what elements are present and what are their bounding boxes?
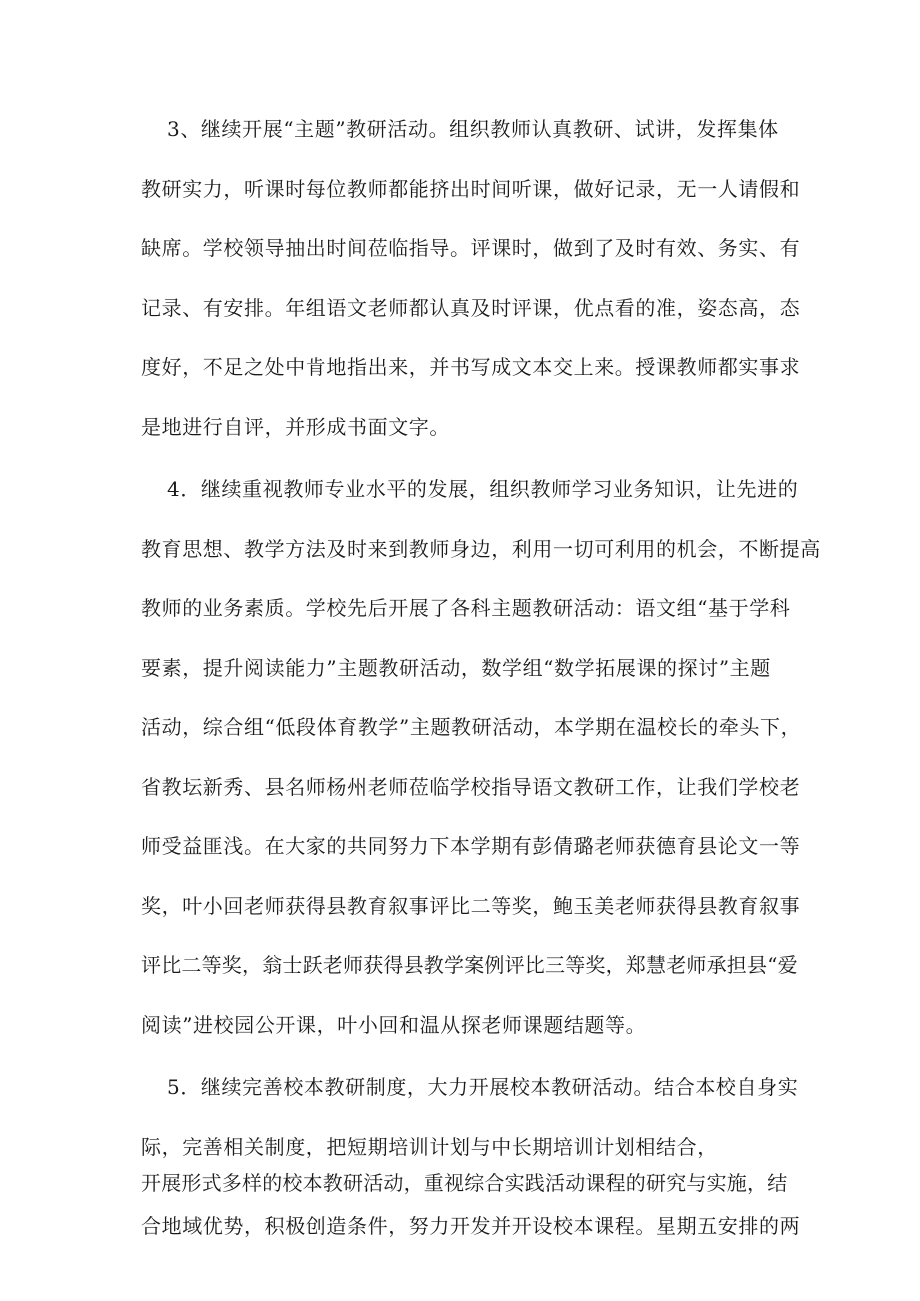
text-line: 是地进行自评，并形成书面文字。 — [141, 415, 450, 439]
text-line: 开展形式多样的校本教研活动，重视综合实践活动课程的研究与实施，结 — [141, 1171, 788, 1195]
text-line: 教师的业务素质。学校先后开展了各科主题教研活动：语文组“基于学科 — [141, 596, 791, 620]
text-line: 阅读”进校园公开课，叶小回和温从探老师课题结题等。 — [141, 1013, 647, 1037]
text-line: 教研实力，听课时每位教师都能挤出时间听课，做好记录，无一人请假和 — [141, 177, 801, 201]
text-line: 活动，综合组“低段体育教学”主题教研活动，本学期在温校长的牵头下， — [141, 715, 802, 739]
text-line: 5．继续完善校本教研制度，大力开展校本教研活动。结合本校自身实 — [167, 1075, 799, 1099]
text-line: 记录、有安排。年组语文老师都认真及时评课，优点看的准，姿态高，态 — [141, 296, 801, 320]
text-line: 教育思想、教学方法及时来到教师身边，利用一切可利用的机会，不断提高 — [141, 537, 821, 561]
text-line: 师受益匪浅。在大家的共同努力下本学期有彭倩璐老师获德育县论文一等 — [141, 834, 801, 858]
text-line: 要素，提升阅读能力”主题教研活动，数学组“数学拓展课的探讨”主题 — [141, 656, 771, 680]
text-line: 省教坛新秀、县名师杨州老师莅临学校指导语文教研工作，让我们学校老 — [141, 775, 801, 799]
text-line: 3、继续开展“主题”教研活动。组织教师认真教研、试讲，发挥集体 — [167, 117, 779, 141]
text-line: 合地域优势，积极创造条件，努力开发并开设校本课程。星期五安排的两 — [141, 1214, 801, 1238]
text-line: 奖，叶小回老师获得县教育叙事评比二等奖，鲍玉美老师获得县教育叙事 — [141, 894, 801, 918]
text-line: 缺席。学校领导抽出时间莅临指导。评课时，做到了及时有效、务实、有 — [141, 236, 801, 260]
text-line: 际，完善相关制度，把短期培训计划与中长期培训计划相结合， — [141, 1135, 718, 1159]
text-line: 4．继续重视教师专业水平的发展，组织教师学习业务知识，让先进的 — [167, 477, 799, 501]
text-line: 评比二等奖，翁士跃老师获得县教学案例评比三等奖，郑慧老师承担县“爱 — [141, 953, 798, 977]
text-line: 度好，不足之处中肯地指出来，并书写成文本交上来。授课教师都实事求 — [141, 355, 801, 379]
